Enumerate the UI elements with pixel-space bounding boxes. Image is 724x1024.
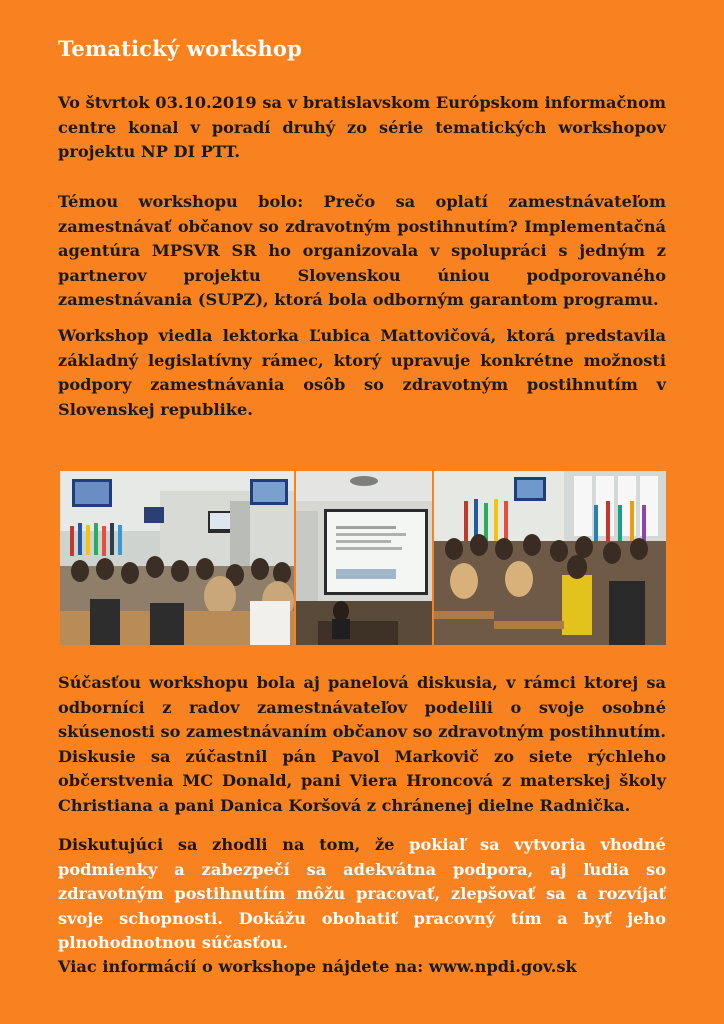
- workshop-photo-audience: [60, 471, 294, 645]
- page-title: Tematický workshop: [58, 36, 303, 61]
- paragraph-conclusion: [58, 833, 666, 956]
- paragraph-lecturer: Workshop viedla lektorka Ľubica Mattovičová, ktorá predstavila základný legislatívny rámec, ktorý upravuje konkrétne možnosti podpory zamestnávania osôb so zdravotným postihnutím v Slovenskej republike.: [58, 326, 666, 419]
- workshop-photo-participants: [434, 471, 666, 645]
- conclusion-highlight: pokiaľ sa vytvoria vhodné podmienky a zabezpečí sa adekvátna podpora, aj ľudia so zdravotným postihnutím môžu pracovať, zlepšovať sa a rozvíjať svoje schopnosti. Dokážu obohatiť pracovný tím a byť jeho plnohodnotnou súčasťou.: [58, 835, 666, 952]
- paragraph-panel-discussion: Súčasťou workshopu bola aj panelová diskusia, v rámci ktorej sa odborníci z radov zamestnávateľov podelili o svoje osobné skúsenosti so zamestnávaním občanov so zdravotným postihnutím. Diskusie sa zúčastnil pán Pavol Markovič zo siete rýchleho občerstvenia MC Donald, pani Viera Hroncová z materskej školy Christiana a pani Danica Koršová z chránenej dielne Radnička.: [58, 673, 666, 815]
- conclusion-lead: Diskutujúci sa zhodli na tom, že: [58, 835, 410, 854]
- photo-strip: [60, 471, 666, 645]
- workshop-photo-presentation: [296, 471, 432, 645]
- paragraph-topic: Témou workshopu bolo: Prečo sa oplatí zamestnávateľom zamestnávať občanov so zdravotným postihnutím? Implementačná agentúra MPSVR SR ho organizovala v spolupráci s jedným z partnerov projektu Slovenskou úniou podporovaného zamestnávania (SUPZ), ktorá bola odborným garantom programu.: [58, 192, 666, 309]
- paragraph-intro: Vo štvrtok 03.10.2019 sa v bratislavskom Európskom informačnom centre konal v poradí druhý zo série tematických workshopov projektu NP DI PTT.: [58, 93, 666, 161]
- more-info-line: Viac informácií o workshope nájdete na: www.npdi.gov.sk: [58, 957, 577, 976]
